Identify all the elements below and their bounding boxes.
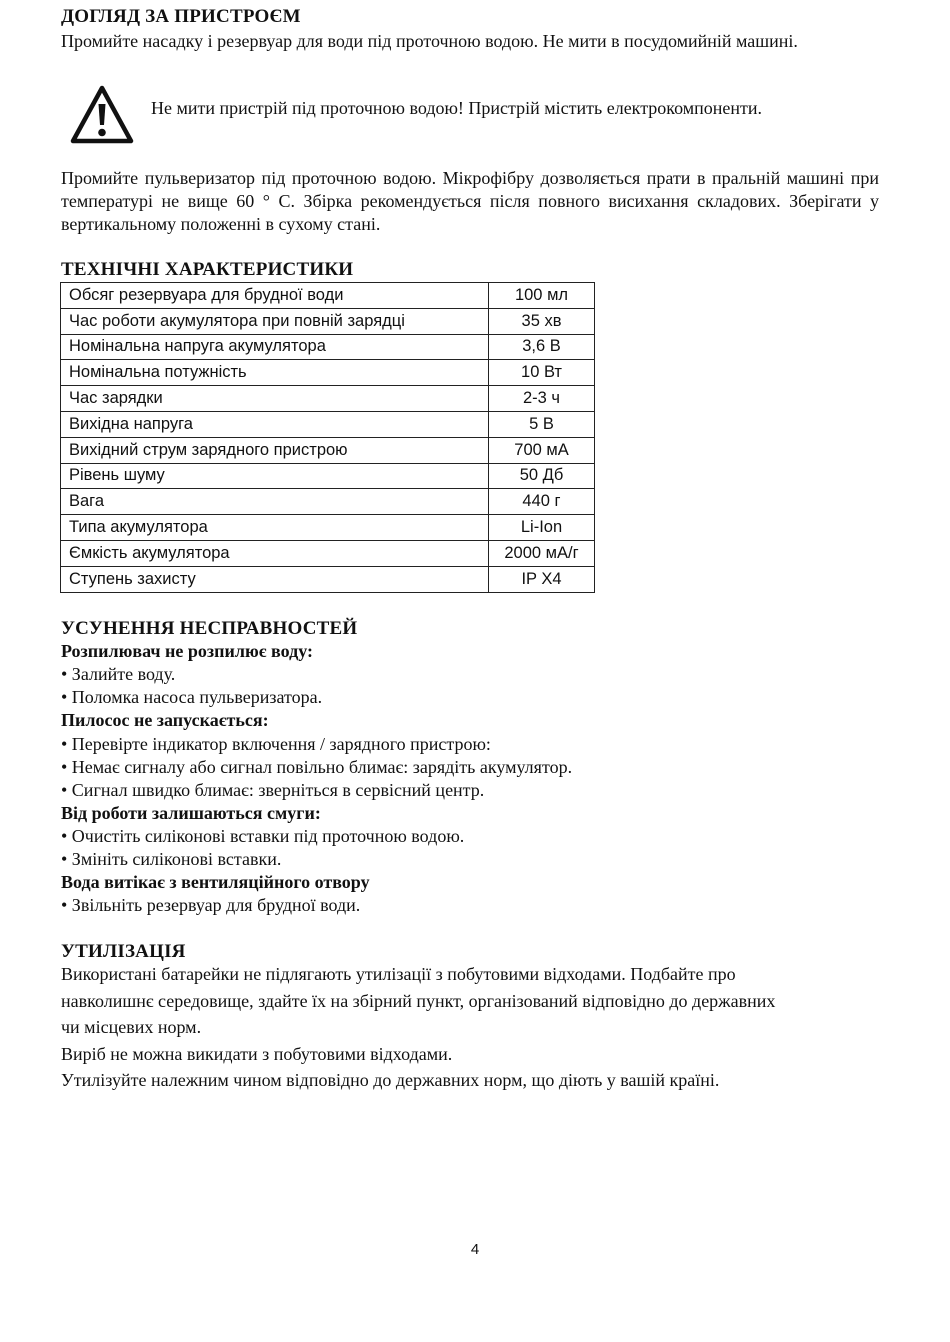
- spec-value: IP X4: [489, 566, 595, 592]
- list-item: • Поломка насоса пульверизатора.: [61, 687, 323, 707]
- list-item: • Залийте воду.: [61, 664, 176, 684]
- page-number: 4: [470, 1241, 480, 1258]
- table-row: [61, 283, 595, 309]
- spec-name: Номінальна потужність: [61, 360, 489, 386]
- table-row: [61, 437, 595, 463]
- disposal-heading: УТИЛІЗАЦІЯ: [61, 941, 186, 962]
- spec-value: 3,6 В: [489, 334, 595, 360]
- spec-name: Вихідний струм зарядного пристрою: [61, 437, 489, 463]
- problem-title: Пилосос не запускається:: [61, 710, 269, 730]
- spec-name: Рівень шуму: [61, 463, 489, 489]
- specs-table: [60, 282, 595, 593]
- care-heading: ДОГЛЯД ЗА ПРИСТРОЄМ: [61, 6, 301, 27]
- problem-title: Від роботи залишаються смуги:: [61, 803, 321, 823]
- disposal-line: Виріб не можна викидати з побутовими відходами.: [61, 1044, 453, 1064]
- list-item: • Немає сигналу або сигнал повільно блимає: зарядіть акумулятор.: [61, 757, 573, 777]
- spec-value: 2-3 ч: [489, 386, 595, 412]
- spec-value: 700 мА: [489, 437, 595, 463]
- table-row: [61, 334, 595, 360]
- problem-title: Розпилювач не розпилює воду:: [61, 641, 313, 661]
- warning-triangle-icon: [70, 84, 134, 146]
- table-row: [61, 360, 595, 386]
- table-row: [61, 308, 595, 334]
- table-row: [61, 540, 595, 566]
- spec-name: Час зарядки: [61, 386, 489, 412]
- table-row: [61, 386, 595, 412]
- list-item: • Сигнал швидко блимає: зверніться в сервісний центр.: [61, 780, 485, 800]
- spec-name: Номінальна напруга акумулятора: [61, 334, 489, 360]
- specs-heading: ТЕХНІЧНІ ХАРАКТЕРИСТИКИ: [61, 259, 354, 280]
- spec-value: 2000 мА/г: [489, 540, 595, 566]
- spec-value: 50 Дб: [489, 463, 595, 489]
- spec-name: Обсяг резервуара для брудної води: [61, 283, 489, 309]
- spec-name: Ємкість акумулятора: [61, 540, 489, 566]
- disposal-line: чи місцевих норм.: [61, 1017, 202, 1037]
- spec-name: Ступень захисту: [61, 566, 489, 592]
- table-row: [61, 566, 595, 592]
- table-row: [61, 489, 595, 515]
- spec-name: Типа акумулятора: [61, 515, 489, 541]
- table-row: [61, 411, 595, 437]
- spec-value: Li-Ion: [489, 515, 595, 541]
- warning-text: Не мити пристрій під проточною водою! Пристрій містить електрокомпоненти.: [151, 98, 763, 118]
- table-row: [61, 463, 595, 489]
- spec-value: 10 Вт: [489, 360, 595, 386]
- care-text: Промийте пульверизатор під проточною водою. Мікрофібру дозволяється прати в пральній машині при температурі не вище 60 ° С. Збірка рекомендується після повного висихання складових. Зберігати у вертикальному положенні в сухому стані.: [61, 168, 879, 234]
- spec-name: Час роботи акумулятора при повній зарядці: [61, 308, 489, 334]
- spec-value: 100 мл: [489, 283, 595, 309]
- list-item: • Змініть силіконові вставки.: [61, 849, 282, 869]
- spec-name: Вага: [61, 489, 489, 515]
- care-intro: Промийте насадку і резервуар для води під проточною водою. Не мити в посудомийній машині.: [61, 31, 798, 51]
- problem-title: Вода витікає з вентиляційного отвору: [61, 872, 370, 892]
- list-item: • Перевірте індикатор включення / зарядного пристрою:: [61, 734, 491, 754]
- spec-value: 5 В: [489, 411, 595, 437]
- table-row: [61, 515, 595, 541]
- spec-value: 35 хв: [489, 308, 595, 334]
- troubleshooting-heading: УСУНЕННЯ НЕСПРАВНОСТЕЙ: [61, 618, 358, 639]
- spec-value: 440 г: [489, 489, 595, 515]
- list-item: • Очистіть силіконові вставки під проточною водою.: [61, 826, 465, 846]
- spec-name: Вихідна напруга: [61, 411, 489, 437]
- list-item: • Звільніть резервуар для брудної води.: [61, 895, 361, 915]
- disposal-line: Утилізуйте належним чином відповідно до державних норм, що діють у вашій країні.: [61, 1070, 720, 1090]
- disposal-line: навколишнє середовище, здайте їх на збірний пункт, організований відповідно до державних: [61, 991, 776, 1011]
- disposal-line: Використані батарейки не підлягають утилізації з побутовими відходами. Подбайте про: [61, 964, 736, 984]
